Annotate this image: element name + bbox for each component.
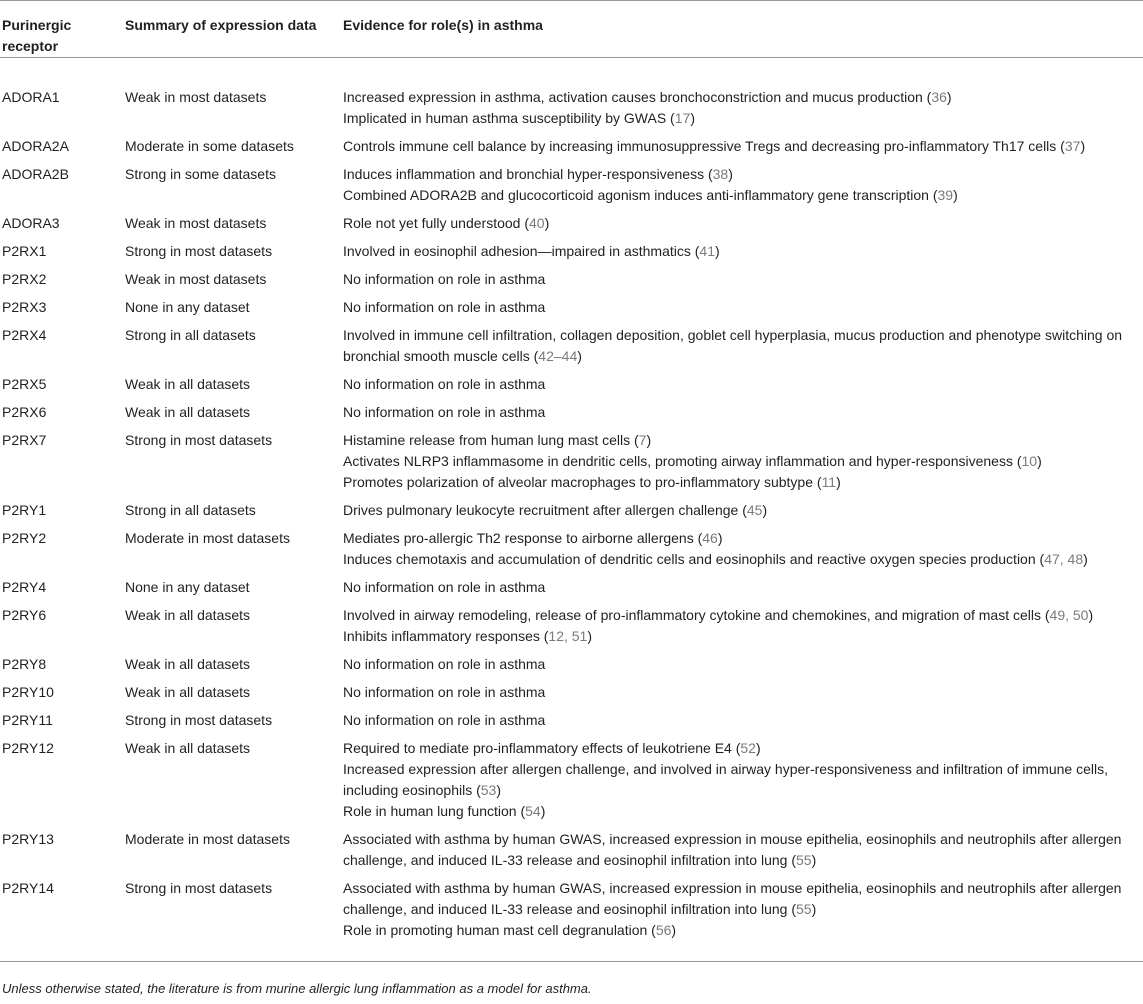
receptor-cell: P2RX7 [2,432,47,448]
evidence-close: ) [690,110,695,126]
citation-link[interactable]: 10 [1021,453,1038,469]
receptor-cell: P2RY10 [2,684,54,700]
evidence-text: Combined ADORA2B and glucocorticoid agonism induces anti-inflammatory gene transcription ( [343,187,938,203]
evidence-close: ) [1088,607,1094,623]
evidence-line [343,297,1141,318]
evidence-cell [341,321,1143,370]
evidence-line [343,402,1141,423]
summary-cell: Strong in most datasets [125,432,273,448]
citation-link[interactable]: 53 [480,782,497,798]
citation-link[interactable]: 11 [821,474,837,490]
evidence-text: Implicated in human asthma susceptibility by GWAS ( [343,110,675,126]
evidence-text: No information on role in asthma [343,299,546,315]
evidence-text: Involved in airway remodeling, release of pro-inflammatory cytokine and chemokines, and migration of mast cells ( [343,607,1050,623]
evidence-cell [341,132,1143,160]
evidence-line [343,451,1141,472]
evidence-line [343,87,1141,108]
evidence-line [343,213,1141,234]
evidence-close: ) [1080,138,1086,154]
evidence-line [343,801,1141,822]
evidence-line [343,605,1141,626]
evidence-text: No information on role in asthma [343,684,546,700]
summary-cell: Weak in all datasets [125,376,251,392]
table-row [0,734,1143,825]
evidence-close: ) [646,432,652,448]
table-row [0,825,1143,874]
evidence-close: ) [755,740,761,756]
evidence-close: ) [717,530,723,546]
table-row [0,58,1143,133]
evidence-close: ) [811,852,817,868]
citation-link[interactable]: 12, 51 [548,628,588,644]
evidence-cell [341,293,1143,321]
evidence-close: ) [811,901,817,917]
summary-cell: Moderate in most datasets [125,530,290,546]
evidence-line [343,325,1141,367]
receptor-cell: P2RY8 [2,656,47,672]
table-row [0,496,1143,524]
summary-cell: Weak in all datasets [125,656,251,672]
evidence-cell [341,398,1143,426]
receptor-cell: ADORA2B [2,166,69,182]
evidence-cell [341,524,1143,573]
header-receptor: Purinergic receptor [2,17,72,54]
evidence-cell [341,874,1143,962]
evidence-cell [341,370,1143,398]
receptor-cell: P2RX2 [2,271,47,287]
citation-link[interactable]: 37 [1064,138,1081,154]
summary-cell: Strong in most datasets [125,712,273,728]
evidence-text: Associated with asthma by human GWAS, increased expression in mouse epithelia, eosinophils and neutrophils after allergen challenge, and induced IL-33 release and eosinophil infiltration into lung ( [343,880,1122,917]
evidence-line [343,528,1141,549]
citation-link[interactable]: 45 [746,502,763,518]
summary-cell: Strong in most datasets [125,880,273,896]
summary-cell: Moderate in some datasets [125,138,294,154]
evidence-close: ) [953,187,958,203]
evidence-text: Activates NLRP3 inflammasome in dendritic cells, promoting airway inflammation and hyper-responsiveness ( [343,453,1022,469]
receptor-cell: P2RX4 [2,327,47,343]
receptor-cell: P2RY12 [2,740,54,756]
evidence-close: ) [587,628,593,644]
evidence-line [343,654,1141,675]
evidence-close: ) [671,922,677,938]
evidence-close: ) [728,166,733,182]
evidence-cell [341,496,1143,524]
table-footnote: Unless otherwise stated, the literature is from murine allergic lung inflammation as a model for asthma. [2,981,592,996]
evidence-cell [341,678,1143,706]
citation-link[interactable]: 41 [699,243,715,259]
summary-cell: Weak in all datasets [125,404,251,420]
receptor-cell: P2RX1 [2,243,47,259]
evidence-text: Role in promoting human mast cell degranulation ( [343,922,656,938]
evidence-text: Involved in immune cell infiltration, collagen deposition, goblet cell hyperplasia, mucus production and phenotype switching on bronchial smooth muscle cells ( [343,327,1123,364]
evidence-line [343,710,1141,731]
evidence-cell [341,706,1143,734]
table-row [0,398,1143,426]
receptor-cell: ADORA1 [2,89,60,105]
evidence-text: Controls immune cell balance by increasing immunosuppressive Tregs and decreasing pro-inflammatory Th17 cells ( [343,138,1065,154]
evidence-text: No information on role in asthma [343,404,546,420]
summary-cell: Weak in all datasets [125,684,251,700]
evidence-close: ) [544,215,550,231]
table-row [0,706,1143,734]
evidence-text: Induces chemotaxis and accumulation of dendritic cells and eosinophils and reactive oxygen species production ( [343,551,1045,567]
evidence-text: Histamine release from human lung mast cells ( [343,432,639,448]
evidence-line [343,472,1141,493]
citation-link[interactable]: 40 [529,215,545,231]
evidence-line [343,108,1141,129]
table-row [0,650,1143,678]
evidence-line [343,738,1141,759]
table-row [0,524,1143,573]
citation-link[interactable]: 52 [740,740,756,756]
citation-link[interactable]: 55 [795,852,812,868]
evidence-close: ) [762,502,768,518]
evidence-line [343,241,1141,262]
evidence-line [343,577,1141,598]
evidence-close: ) [1037,453,1042,469]
evidence-text: Involved in eosinophil adhesion—impaired in asthmatics ( [343,243,700,259]
receptor-cell: P2RX3 [2,299,47,315]
evidence-line [343,164,1141,185]
table-row [0,237,1143,265]
table-row [0,321,1143,370]
evidence-cell [341,58,1143,133]
citation-link[interactable]: 38 [712,166,729,182]
evidence-cell [341,426,1143,496]
evidence-line [343,269,1141,290]
evidence-text: No information on role in asthma [343,271,546,287]
evidence-text: No information on role in asthma [343,712,546,728]
evidence-line [343,920,1141,941]
summary-cell: Moderate in most datasets [125,831,290,847]
summary-cell: Weak in most datasets [125,89,267,105]
evidence-cell [341,209,1143,237]
evidence-cell [341,825,1143,874]
table-row [0,209,1143,237]
evidence-line [343,759,1141,801]
evidence-cell [341,265,1143,293]
receptor-cell: P2RX6 [2,404,47,420]
header-evidence: Evidence for role(s) in asthma [343,17,543,33]
evidence-line [343,829,1141,871]
summary-cell: Strong in all datasets [125,327,256,343]
citation-link[interactable]: 54 [525,803,541,819]
table-body [0,58,1143,962]
summary-cell: Strong in some datasets [125,166,276,182]
table-row [0,426,1143,496]
receptor-cell: P2RY2 [2,530,47,546]
table-row [0,601,1143,650]
evidence-cell [341,237,1143,265]
summary-cell: Weak in most datasets [125,271,267,287]
evidence-line [343,878,1141,920]
citation-link[interactable]: 55 [795,901,812,917]
table-row [0,132,1143,160]
summary-cell: Strong in all datasets [125,502,256,518]
evidence-text: No information on role in asthma [343,579,546,595]
summary-cell: Weak in most datasets [125,215,267,231]
evidence-text: Increased expression in asthma, activation causes bronchoconstriction and mucus production ( [343,89,932,105]
citation-link[interactable]: 47, 48 [1044,551,1084,567]
receptor-cell: P2RY14 [2,880,54,896]
receptor-cell: P2RY6 [2,607,47,623]
evidence-text: No information on role in asthma [343,656,546,672]
evidence-close: ) [540,803,546,819]
evidence-cell [341,601,1143,650]
evidence-line [343,185,1141,206]
evidence-close: ) [715,243,720,259]
receptor-cell: P2RY13 [2,831,54,847]
citation-link[interactable]: 46 [702,530,718,546]
evidence-text: Role in human lung function ( [343,803,526,819]
citation-link[interactable]: 49, 50 [1049,607,1089,623]
summary-cell: None in any dataset [125,299,250,315]
citation-link[interactable]: 36 [931,89,947,105]
evidence-text: Drives pulmonary leukocyte recruitment after allergen challenge ( [343,502,747,518]
evidence-line [343,682,1141,703]
evidence-line [343,626,1141,647]
evidence-text: Induces inflammation and bronchial hyper-responsiveness ( [343,166,713,182]
evidence-cell [341,160,1143,209]
table-row [0,370,1143,398]
table-row [0,678,1143,706]
receptor-cell: ADORA2A [2,138,69,154]
evidence-text: Inhibits inflammatory responses ( [343,628,549,644]
citation-link[interactable]: 17 [674,110,691,126]
header-summary: Summary of expression data [125,17,317,33]
evidence-line [343,549,1141,570]
table-row [0,573,1143,601]
evidence-text: Role not yet fully understood ( [343,215,529,231]
receptor-cell: P2RY4 [2,579,47,595]
receptor-cell: P2RY1 [2,502,47,518]
receptor-cell: ADORA3 [2,215,60,231]
evidence-text: Mediates pro-allergic Th2 response to airborne allergens ( [343,530,703,546]
evidence-text: Increased expression after allergen challenge, and involved in airway hyper-responsiveness and infiltration of immune cells, including eosinophils ( [343,761,1108,798]
citation-link[interactable]: 56 [655,922,672,938]
summary-cell: Weak in all datasets [125,607,251,623]
evidence-line [343,136,1141,157]
evidence-text: Promotes polarization of alveolar macrophages to pro-inflammatory subtype ( [343,474,822,490]
evidence-text: No information on role in asthma [343,376,546,392]
table-header [0,1,1143,58]
evidence-close: ) [1083,551,1088,567]
table-row [0,293,1143,321]
evidence-close: ) [946,89,952,105]
evidence-line [343,500,1141,521]
table-row [0,265,1143,293]
evidence-line [343,430,1141,451]
evidence-line [343,374,1141,395]
citation-link[interactable]: 39 [937,187,954,203]
receptor-cell: P2RX5 [2,376,47,392]
table-row [0,160,1143,209]
receptor-cell: P2RY11 [2,712,53,728]
evidence-text: Associated with asthma by human GWAS, increased expression in mouse epithelia, eosinophils and neutrophils after allergen challenge, and induced IL-33 release and eosinophil infiltration into lung ( [343,831,1122,868]
evidence-cell [341,650,1143,678]
table-row [0,874,1143,962]
summary-cell: Strong in most datasets [125,243,273,259]
summary-cell: Weak in all datasets [125,740,251,756]
citation-link[interactable]: 7 [638,432,647,448]
summary-cell: None in any dataset [125,579,250,595]
evidence-text: Required to mediate pro-inflammatory effects of leukotriene E4 ( [343,740,741,756]
evidence-close: ) [496,782,502,798]
evidence-close: ) [577,348,582,364]
evidence-cell [341,573,1143,601]
citation-link[interactable]: 42–44 [538,348,578,364]
evidence-cell [341,734,1143,825]
evidence-close: ) [836,474,841,490]
